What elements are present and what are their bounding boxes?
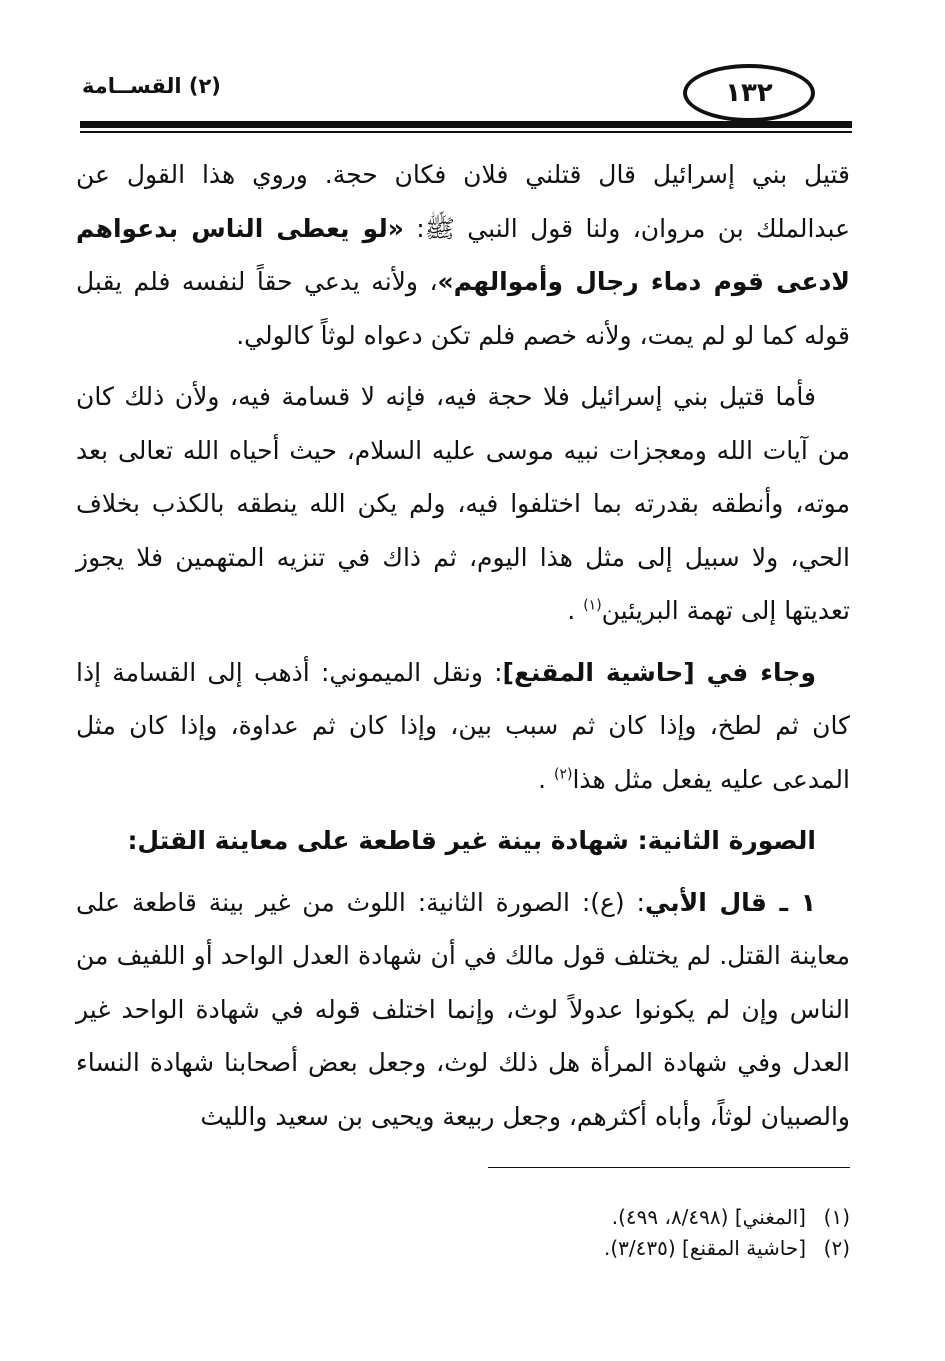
source-citation: وجاء في [حاشية المقنع]: [502, 657, 816, 687]
page-number: ١٣٢: [725, 78, 773, 108]
paragraph: [76, 646, 850, 807]
paragraph: [76, 876, 850, 1144]
body-text: [76, 148, 850, 1151]
footnote: [76, 1233, 850, 1264]
section-heading-text: الصورة الثانية: شهادة بينة غير قاطعة على معاينة القتل:: [127, 826, 816, 855]
paragraph-text: : (ع): الصورة الثانية: اللوث من غير بينة قاطعة على معاينة القتل. لم يختلف قول مالك في أن شهادة العدل الواحد أو اللفيف من الناس وإن لم يكونوا عدولاً لوث، وإنما اختلف قوله في شهادة الواحد غير العدل وفي شهادة المرأة هل ذلك لوث، وجعل بعض أصحابنا شهادة النساء والصبيان لوثاً، وأباه أكثرهم، وجعل ربيعة ويحيى بن سعيد والليث: [76, 887, 850, 1131]
hadith-quote: «لو يعطى الناس بدعواهم لادعى قوم دماء رجال وأموالهم»: [76, 213, 850, 296]
footnote-mark: (٢): [823, 1236, 850, 1260]
header-rule-thin: [80, 131, 852, 133]
page-number-oval: [683, 64, 815, 122]
footnote-separator: [488, 1167, 850, 1168]
footnote-ref[interactable]: (٢): [553, 766, 573, 783]
footnote-ref[interactable]: (١): [583, 597, 602, 614]
footnote-text: [حاشية المقنع] (٣/٤٣٥).: [604, 1236, 806, 1260]
paragraph-text: قتيل بني إسرائيل قال قتلني فلان فكان حجة. وروي هذا القول عن عبدالملك بن مروان، ولنا قول النبي ﷺ:: [76, 160, 851, 243]
paragraph: [76, 370, 850, 638]
header-rule-thick: [80, 121, 852, 128]
item-lead: ١ ـ قال الأبي: [644, 887, 816, 917]
footnote-mark: (١): [823, 1205, 850, 1229]
paragraph-text: : ونقل الميموني: أذهب إلى القسامة إذا كان ثم لطخ، وإذا كان ثم سبب بين، وإذا كان ثم عداوة، وإذا كان مثل المدعى عليه يفعل مثل هذا: [76, 657, 850, 794]
paragraph-text: .: [538, 764, 554, 794]
running-title: (٢) القســامة: [82, 74, 221, 98]
footnote: [76, 1202, 850, 1233]
footnote-text: [المغني] (٨/٤٩٨، ٤٩٩).: [611, 1205, 806, 1229]
paragraph-text: ، ولأنه يدعي حقاً لنفسه فلم يقبل قوله كما لو لم يمت، ولأنه خصم فلم تكن دعواه لوثاً كالولي.: [76, 267, 850, 350]
section-heading: [76, 814, 850, 868]
paragraph-text: .: [567, 596, 584, 625]
paragraph: [76, 148, 850, 362]
footnotes: [76, 1202, 850, 1264]
paragraph-text: فأما قتيل بني إسرائيل فلا حجة فيه، فإنه لا قسامة فيه، ولأن ذلك كان من آيات الله ومعجزات نبيه موسى عليه السلام، حيث أحياه الله تعالى بعد موته، وأنطقه بقدرته بما اختلفوا فيه، ولم يكن الله ينطقه بالكذب بخلاف الحي، ولا سبيل إلى مثل هذا اليوم، ثم ذاك في تنزيه المتهمين فلا يجوز تعديتها إلى تهمة البريئين: [76, 382, 850, 625]
